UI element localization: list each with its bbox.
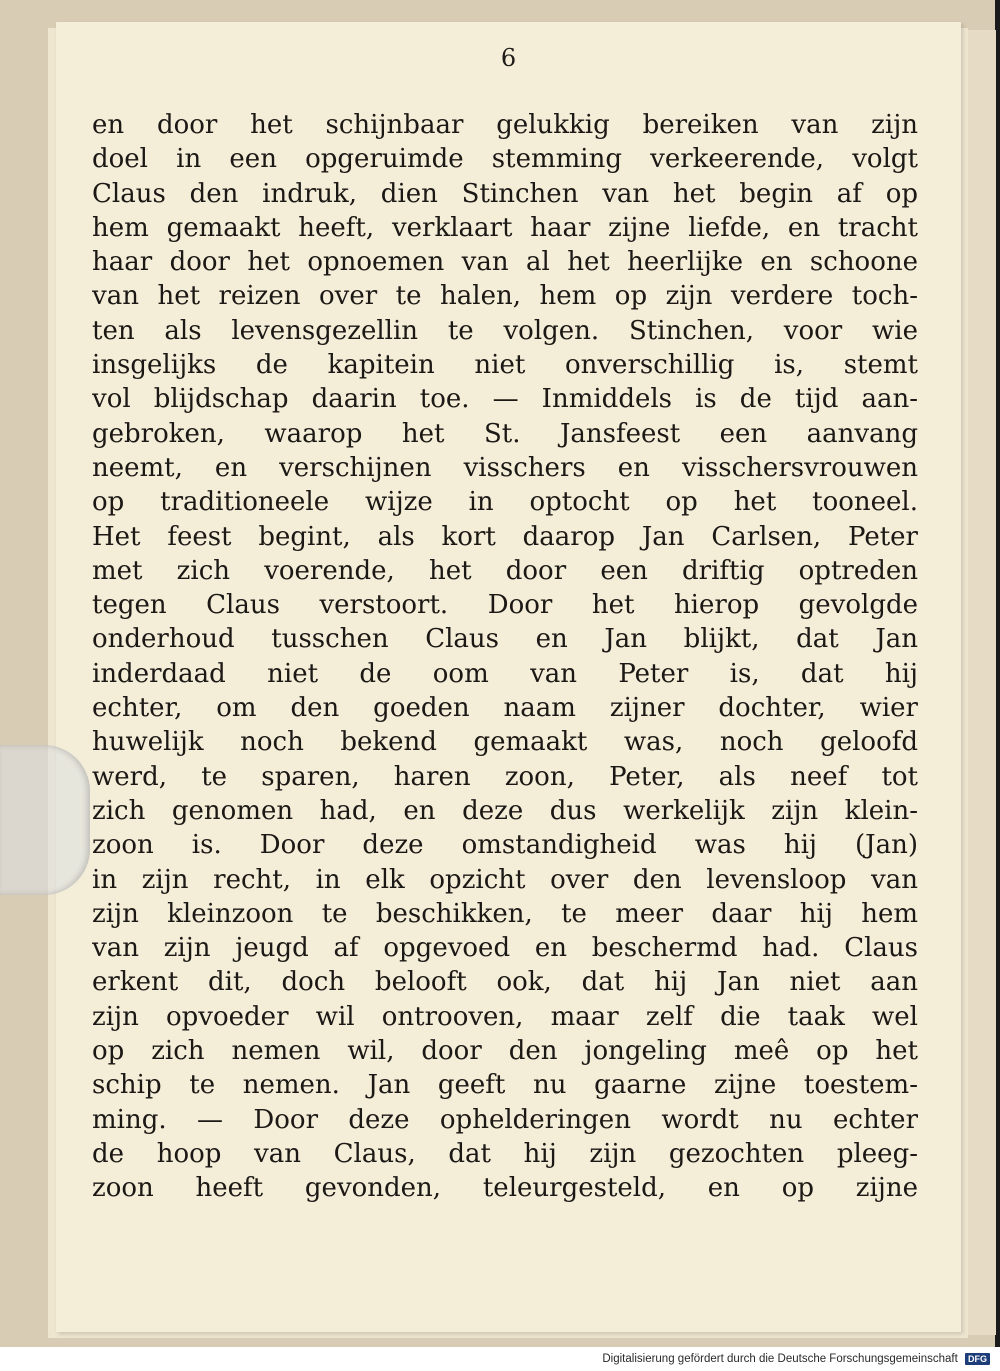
text-line: zoon heeft gevonden, teleurgesteld, en op zijne (92, 1173, 918, 1204)
text-line: insgelijks de kapitein niet onverschillig is, stemt (92, 350, 918, 381)
text-line: ten als levensgezellin te volgen. Stinchen, voor wie (92, 315, 918, 346)
text-line: gebroken, waarop het St. Jansfeest een aanvang (92, 418, 918, 449)
text-line: haar door het opnoemen van al het heerlijke en schoone (92, 247, 918, 278)
text-line: werd, te sparen, haren zoon, Peter, als neef tot (92, 761, 918, 792)
text-line: van zijn jeugd af opgevoed en beschermd had. Claus (92, 933, 918, 964)
text-line: Claus den indruk, dien Stinchen van het begin af op (92, 178, 918, 209)
text-line: Het feest begint, als kort daarop Jan Carlsen, Peter (92, 521, 918, 552)
text-line: in zijn recht, in elk opzicht over den levensloop van (92, 864, 918, 895)
text-line: doel in een opgeruimde stemming verkeerende, volgt (92, 144, 918, 175)
text-line: echter, om den goeden naam zijner dochter, wier (92, 693, 918, 724)
text-line: van het reizen over te halen, hem op zijn verdere toch- (92, 281, 918, 312)
text-line: en door het schijnbaar gelukkig bereiken van zijn (92, 110, 918, 140)
body-text (92, 108, 918, 1223)
text-line: op traditioneele wijze in optocht op het tooneel. (92, 487, 918, 518)
text-line: onderhoud tusschen Claus en Jan blijkt, dat Jan (92, 624, 918, 655)
text-line: zijn opvoeder wil ontrooven, maar zelf die taak wel (92, 1001, 918, 1032)
text-line: ming. — Door deze ophelderingen wordt nu echter (92, 1104, 918, 1135)
funding-credit: Digitalisierung gefördert durch die Deutsche Forschungsgemeinschaft (602, 1353, 958, 1365)
text-line: op zich nemen wil, door den jongeling meê op het (92, 1036, 918, 1067)
page-holder-clip (0, 745, 90, 895)
text-line: zich genomen had, en deze dus werkelijk zijn klein- (92, 795, 918, 826)
text-line: neemt, en verschijnen visschers en visschersvrouwen (92, 452, 918, 483)
text-line: zoon is. Door deze omstandigheid was hij (Jan) (92, 830, 918, 861)
book-page (56, 22, 961, 1332)
digitization-footer (0, 1347, 1000, 1371)
text-line: erkent dit, doch belooft ook, dat hij Jan niet aan (92, 967, 918, 998)
text-line: met zich voerende, het door een driftig optreden (92, 555, 918, 586)
text-line: inderdaad niet de oom van Peter is, dat hij (92, 658, 918, 689)
text-line: vol blijdschap daarin toe. — Inmiddels is de tijd aan- (92, 384, 918, 415)
dfg-logo: DFG (965, 1353, 990, 1365)
page-number: 6 (500, 44, 517, 72)
text-line: huwelijk noch bekend gemaakt was, noch geloofd (92, 727, 918, 758)
text-line: hem gemaakt heeft, verklaart haar zijne liefde, en tracht (92, 212, 918, 243)
text-line: schip te nemen. Jan geeft nu gaarne zijne toestem- (92, 1070, 918, 1101)
text-line: tegen Claus verstoort. Door het hierop gevolgde (92, 590, 918, 621)
text-line: zijn kleinzoon te beschikken, te meer daar hij hem (92, 898, 918, 929)
text-line: de hoop van Claus, dat hij zijn gezochten pleeg- (92, 1138, 918, 1169)
